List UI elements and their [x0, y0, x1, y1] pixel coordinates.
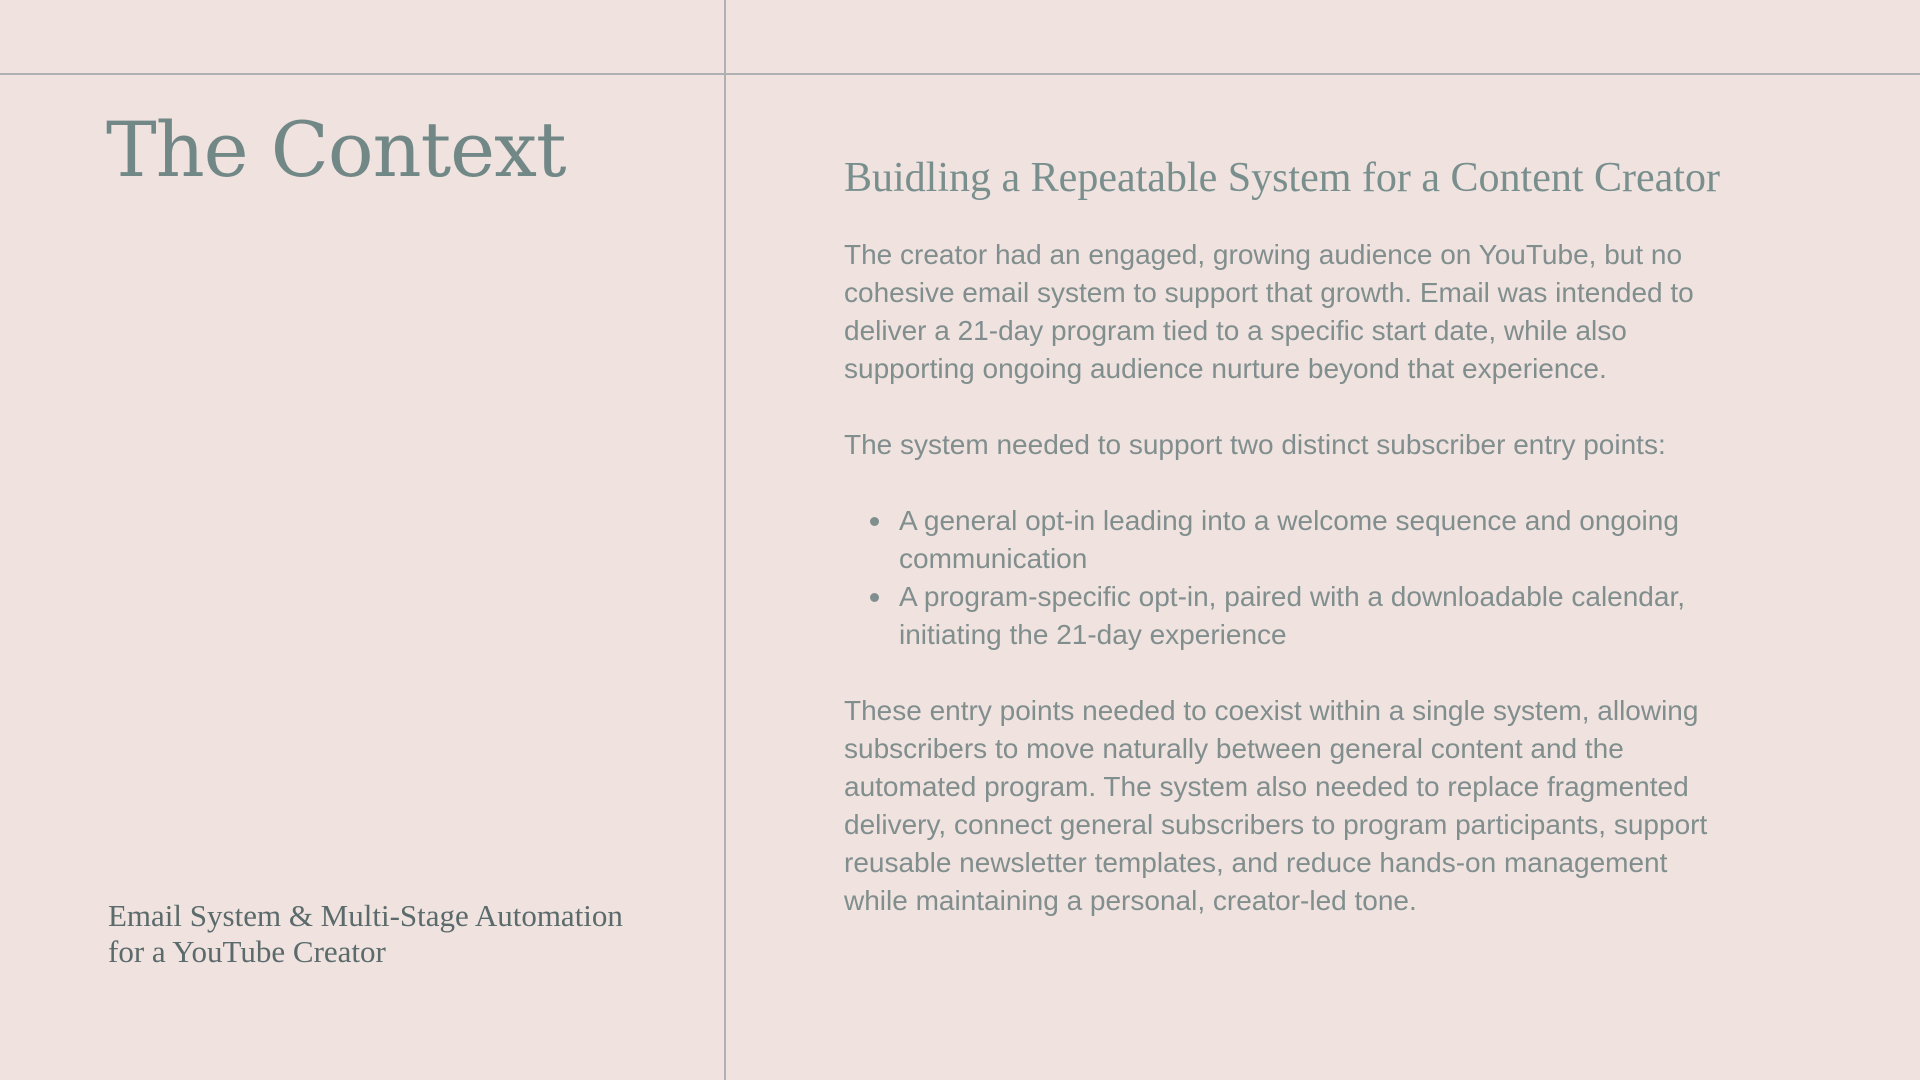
paragraph-line: supporting ongoing audience nurture beyond that experience.	[844, 353, 1607, 384]
paragraph-context	[844, 236, 1824, 388]
list-item-line: A general opt-in leading into a welcome sequence and ongoing	[899, 505, 1679, 536]
paragraph-requirements	[844, 692, 1824, 920]
paragraph-entry-points	[844, 426, 1824, 464]
entry-point-list	[844, 502, 1824, 654]
vertical-divider	[724, 0, 726, 1080]
content-column	[844, 152, 1824, 958]
page-title: The Context	[106, 105, 566, 194]
list-item-line: A program-specific opt-in, paired with a downloadable calendar,	[899, 581, 1686, 612]
section-heading: Buidling a Repeatable System for a Content Creator	[844, 155, 1720, 201]
paragraph-line: reusable newsletter templates, and reduce hands-on management	[844, 847, 1668, 878]
caption-line-1: Email System & Multi-Stage Automation	[108, 898, 623, 933]
paragraph-line: cohesive email system to support that growth. Email was intended to	[844, 277, 1694, 308]
paragraph-line: automated program. The system also needed to replace fragmented	[844, 771, 1689, 802]
paragraph-line: while maintaining a personal, creator-led tone.	[844, 885, 1417, 916]
paragraph-line: delivery, connect general subscribers to program participants, support	[844, 809, 1708, 840]
paragraph-line: These entry points needed to coexist within a single system, allowing	[844, 695, 1699, 726]
list-item-line: communication	[899, 543, 1088, 574]
bullet-dot-icon	[870, 517, 879, 526]
list-item	[844, 502, 1824, 578]
paragraph-line: The creator had an engaged, growing audience on YouTube, but no	[844, 239, 1683, 270]
horizontal-divider	[0, 73, 1920, 75]
project-caption	[108, 898, 708, 970]
caption-line-2: for a YouTube Creator	[108, 934, 386, 969]
paragraph-line: The system needed to support two distinct subscriber entry points:	[844, 429, 1666, 460]
list-item-line: initiating the 21-day experience	[899, 619, 1287, 650]
bullet-dot-icon	[870, 593, 879, 602]
paragraph-line: subscribers to move naturally between general content and the	[844, 733, 1624, 764]
paragraph-line: deliver a 21-day program tied to a specific start date, while also	[844, 315, 1627, 346]
list-item	[844, 578, 1824, 654]
